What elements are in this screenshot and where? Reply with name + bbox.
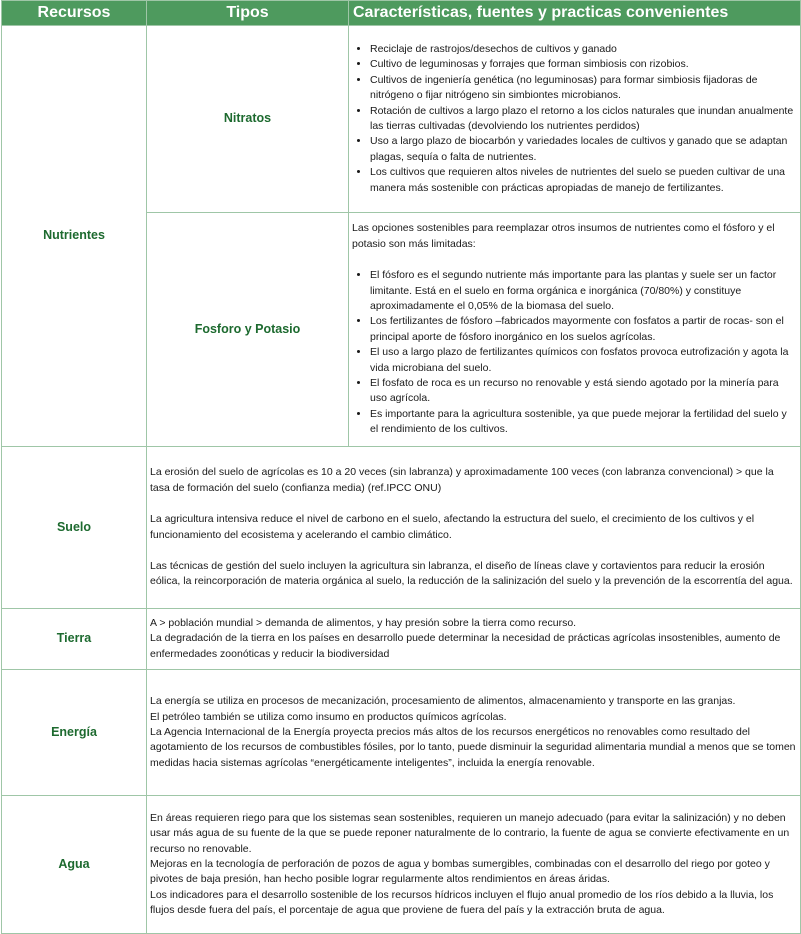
energia-details	[147, 670, 801, 796]
fosforo-bullet-list	[352, 268, 796, 437]
list-item: • Es importante para la agricultura sostenible, ya que puede mejorar la fertilidad del suelo y el rendimiento de los cultivos.	[370, 407, 796, 438]
tierra-line: La degradación de la tierra en los países en desarrollo puede determinar la necesidad de prácticas agrícolas insostenibles, aumento de enfermedades zoonóticas y reducir la biodiversidad	[150, 632, 781, 660]
agua-line: Los indicadores para el desarrollo sostenible de los recursos hídricos incluyen el flujo anual promedio de los ríos debido a la lluvia, los flujos desde fuera del país, el porcentaje de agua que proviene de fuera del país y la extracción bruta de agua.	[150, 888, 774, 917]
suelo-paragraph: La agricultura intensiva reduce el nivel de carbono en el suelo, afectando la estructura del suelo, el crecimiento de los cultivos y el funcionamiento del ecosistema y acelerando el cambio climático.	[150, 513, 755, 541]
fosforo-intro: Las opciones sostenibles para reemplazar otros insumos de nutrientes como el fósforo y el potasio son más limitadas:	[352, 222, 775, 250]
agua-line: Mejoras en la tecnología de perforación de pozos de agua y bombas sumergibles, combinadas con el desarrollo del riego por goteo y pivotes de baja presión, han hecho posible lograr regularmente altos rendimientos en áreas áridas.	[150, 858, 770, 886]
row-suelo	[2, 447, 801, 609]
suelo-paragraph: Las técnicas de gestión del suelo incluyen la agricultura sin labranza, el diseño de líneas clave y cortavientos para reducir la erosión eólica, la reincorporación de materia orgánica al suelo, la reducción de la salinización del suelo y la prevención de la escorrentía del agua.	[150, 559, 793, 588]
energia-line: La Agencia Internacional de la Energía proyecta precios más altos de los recursos energéticos no renovables como resultado del agotamiento de los recursos de combustibles fósiles, por lo tanto, puede disminuir la seguridad alimentaria mundial a menos que se tomen medidas hacia sistemas agrícolas “energéticamente inteligentes”, incluida la energía renovable.	[150, 726, 796, 769]
list-item: • Reciclaje de rastrojos/desechos de cultivos y ganado	[370, 42, 796, 57]
nitratos-bullet-list	[352, 42, 796, 196]
agua-details	[147, 796, 801, 934]
suelo-details	[147, 447, 801, 609]
energia-line: El petróleo también se utiliza como insumo en productos químicos agrícolas.	[150, 710, 507, 723]
list-item: • Cultivo de leguminosas y forrajes que forman simbiosis con rizobios.	[370, 57, 796, 72]
list-item: • Rotación de cultivos a largo plazo el retorno a los ciclos naturales que inundan anualmente las tierras cultivadas (devolviendo los nutrientes perdidos)	[370, 104, 796, 135]
nitratos-details	[349, 26, 801, 213]
list-item: • Cultivos de ingeniería genética (no leguminosas) para formar simbiosis fijadoras de nitrógeno o fijar nitrógeno sin simbiontes microbianos.	[370, 73, 796, 104]
row-nitratos	[2, 26, 801, 213]
list-item: • Uso a largo plazo de biocarbón y variedades locales de cultivos y ganado que se adaptan plagas, sequía o falta de nutrientes.	[370, 134, 796, 165]
tierra-line: A > población mundial > demanda de alimentos, y hay presión sobre la tierra como recurso.	[150, 617, 577, 629]
header-caracteristicas: Características, fuentes y practicas convenientes	[349, 1, 801, 26]
header-row	[2, 1, 801, 26]
header-recursos: Recursos	[2, 1, 147, 26]
tierra-details	[147, 609, 801, 670]
resource-agua: Agua	[2, 796, 147, 934]
resources-table	[1, 0, 801, 934]
resource-suelo: Suelo	[2, 447, 147, 609]
header-tipos: Tipos	[147, 1, 349, 26]
row-energia	[2, 670, 801, 796]
list-item: • El fósforo es el segundo nutriente más importante para las plantas y suele ser un factor limitante. Está en el suelo en forma orgánica e inorgánica (70/80%) y constituye aproximadamente el 0,05% de la biomasa del suelo.	[370, 268, 796, 314]
energia-line: La energía se utiliza en procesos de mecanización, procesamiento de alimentos, almacenamiento y transporte en las granjas.	[150, 695, 736, 708]
resource-tierra: Tierra	[2, 609, 147, 670]
list-item: • El fosfato de roca es un recurso no renovable y está siendo agotado por la minería para uso agrícola.	[370, 376, 796, 407]
type-nitratos: Nitratos	[147, 26, 349, 213]
type-fosforo-potasio: Fosforo y Potasio	[147, 213, 349, 447]
list-item: • Los fertilizantes de fósforo –fabricados mayormente con fosfatos a partir de rocas- son el principal aporte de fósforo inorgánico en los suelos agrícolas.	[370, 314, 796, 345]
row-tierra	[2, 609, 801, 670]
list-item: • Los cultivos que requieren altos niveles de nutrientes del suelo se pueden cultivar de una manera más sostenible con prácticas apropiadas de manejo de fertilizantes.	[370, 165, 796, 196]
fosforo-details	[349, 213, 801, 447]
resource-nutrientes: Nutrientes	[2, 26, 147, 447]
agua-line: En áreas requieren riego para que los sistemas sean sostenibles, requieren un manejo adecuado (para evitar la salinización) y no deben usar más agua de su fuente de la que se puede reponer naturalmente de lo contrario, la fuente de agua se convierte efectivamente en un recurso no renovable.	[150, 811, 790, 855]
row-agua	[2, 796, 801, 934]
resource-energia: Energía	[2, 670, 147, 796]
list-item: • El uso a largo plazo de fertilizantes químicos con fosfatos provoca eutrofización y agota la vida microbiana del suelo.	[370, 345, 796, 376]
suelo-paragraph: La erosión del suelo de agrícolas es 10 a 20 veces (sin labranza) y aproximadamente 100 veces (con labranza convencional) > que la tasa de formación del suelo (confianza media) (ref.IPCC ONU)	[150, 466, 774, 494]
